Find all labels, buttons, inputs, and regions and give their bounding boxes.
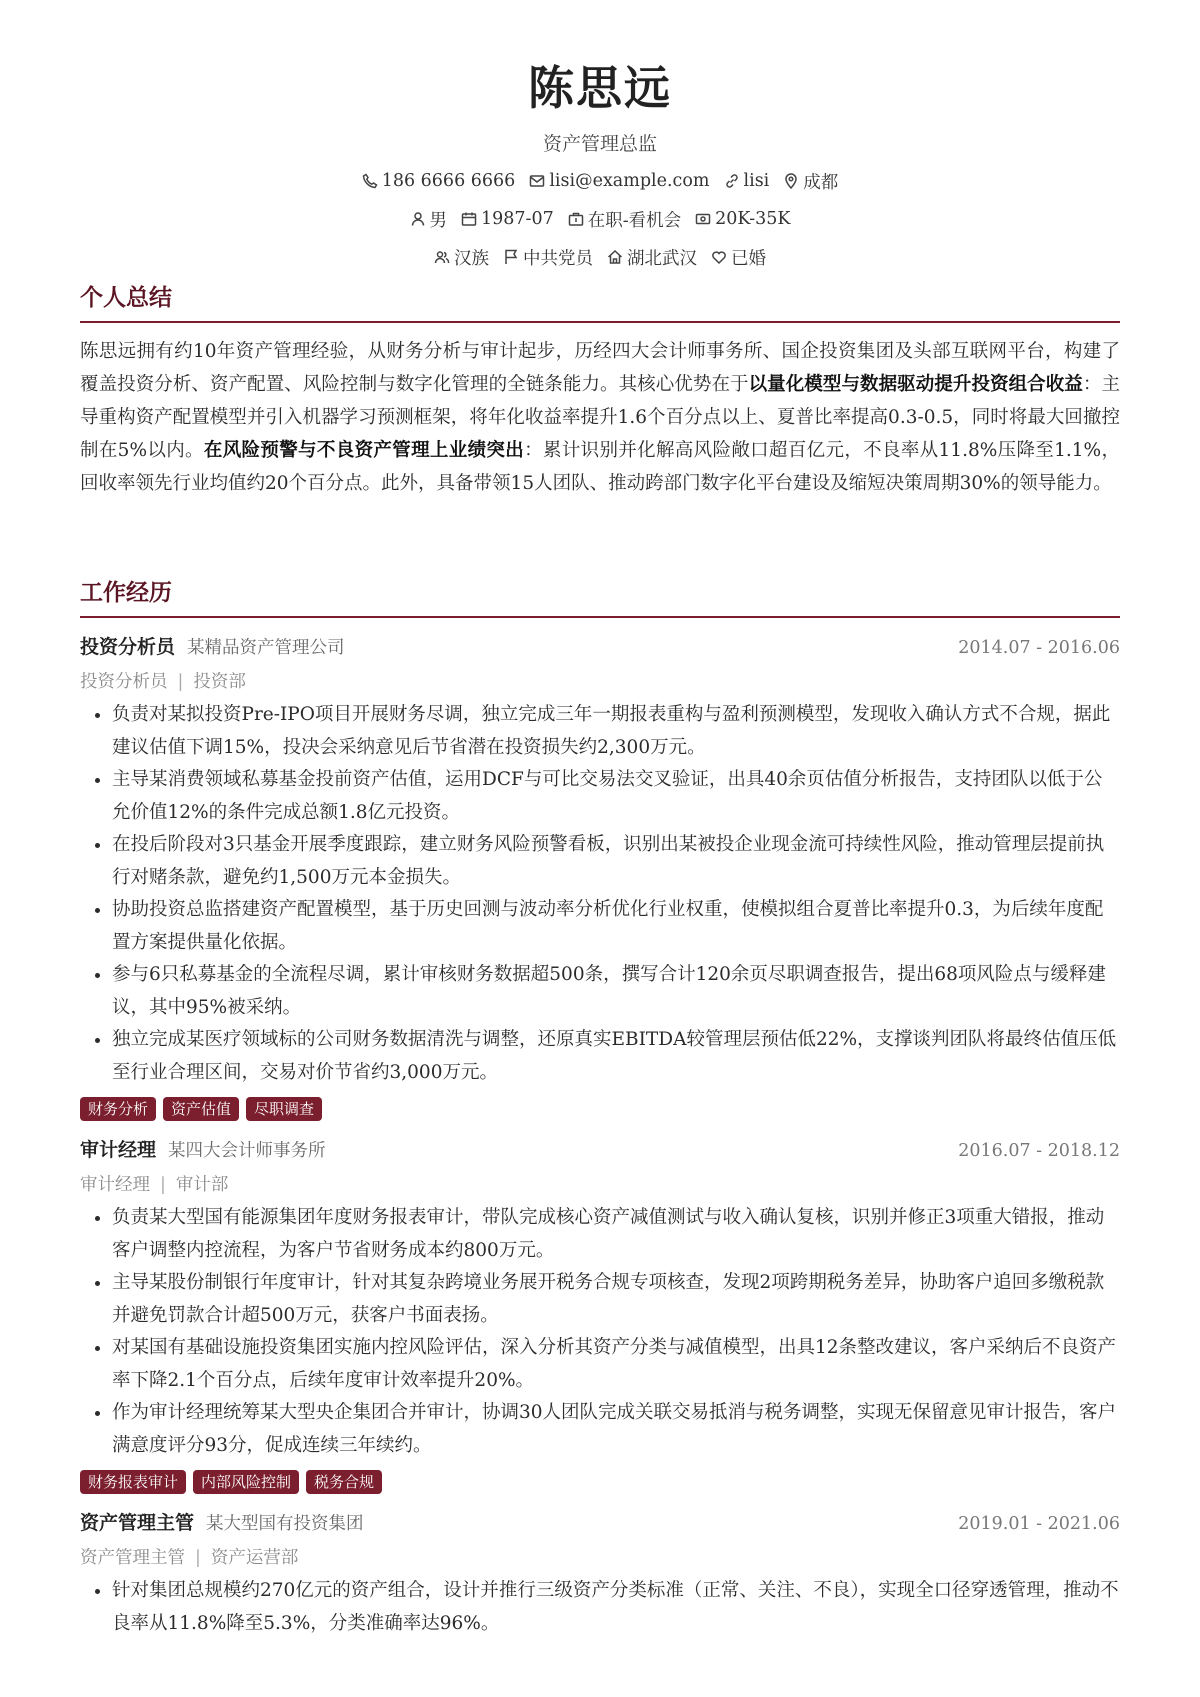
ethnicity-text: 汉族 bbox=[454, 248, 489, 269]
summary-part-1: 陈思远拥有约10年资产管理经验，从财务分析与审计起步，历经四大会计师事务所、国企投资集团及头部互联网平台，构建了覆盖投资分析、资产配置、风险控制与数字化管理的全链条能力。其核心优势在于 bbox=[80, 341, 1120, 395]
summary-highlight-2: 在风险预警与不良资产管理上业绩突出 bbox=[203, 440, 525, 461]
user-icon bbox=[410, 211, 426, 227]
job-position: 投资分析员 bbox=[80, 672, 168, 692]
marital-text: 已婚 bbox=[731, 248, 766, 269]
job-bullet: • 负责对某拟投资Pre-IPO项目开展财务尽调，独立完成三年一期报表重构与盈利预测模型，发现收入确认方式不合规，据此建议估值下调15%，投决会采纳意见后节省潜在投资损失约2,300万元。 bbox=[112, 699, 1120, 764]
job-entry bbox=[80, 632, 1120, 1121]
job-bullets bbox=[80, 1202, 1120, 1462]
candidate-title: 资产管理总监 bbox=[542, 132, 657, 155]
job-subtitle bbox=[80, 1544, 1120, 1569]
experience-heading: 工作经历 bbox=[80, 574, 1120, 618]
summary-section bbox=[80, 279, 1120, 500]
birth-item bbox=[461, 209, 554, 229]
contact-row-3 bbox=[0, 245, 1200, 270]
job-bullet: • 作为审计经理统筹某大型央企集团合并审计，协调30人团队完成关联交易抵消与税务调整，实现无保留意见审计报告，客户满意度评分93分，促成连续三年续约。 bbox=[112, 1397, 1120, 1462]
skill-tag: 财务分析 bbox=[80, 1097, 156, 1121]
link-item[interactable] bbox=[724, 171, 770, 191]
job-bullet: • 负责某大型国有能源集团年度财务报表审计，带队完成核心资产减值测试与收入确认复核，识别并修正3项重大错报，推动客户调整内控流程，为客户节省财务成本约800万元。 bbox=[112, 1202, 1120, 1267]
job-date: 2016.07 - 2018.12 bbox=[958, 1141, 1120, 1161]
salary-text: 20K-35K bbox=[715, 209, 791, 230]
location-item bbox=[783, 169, 838, 194]
email-text: lisi@example.com bbox=[549, 171, 710, 192]
skill-tag: 尽职调查 bbox=[246, 1097, 322, 1121]
hometown-text: 湖北武汉 bbox=[627, 248, 697, 269]
job-position: 资产管理主管 bbox=[80, 1548, 185, 1568]
job-bullet: • 主导某消费领域私募基金投前资产估值，运用DCF与可比交易法交叉验证，出具40余页估值分析报告，支持团队以低于公允价值12%的条件完成总额1.8亿元投资。 bbox=[112, 764, 1120, 829]
summary-text bbox=[80, 335, 1120, 500]
job-bullet: • 参与6只私募基金的全流程尽调，累计审核财务数据超500条，撰写合计120余页尽职调查报告，提出68项风险点与缓释建议，其中95%被采纳。 bbox=[112, 959, 1120, 1024]
job-bullets bbox=[80, 699, 1120, 1089]
skill-tags bbox=[80, 1097, 1120, 1121]
phone-text: 186 6666 6666 bbox=[381, 171, 516, 192]
status-text: 在职-看机会 bbox=[587, 210, 682, 231]
job-header bbox=[80, 632, 1120, 659]
job-title-group bbox=[80, 1508, 364, 1535]
job-bullet: • 协助投资总监搭建资产配置模型，基于历史回测与波动率分析优化行业权重，使模拟组合夏普比率提升0.3，为后续年度配置方案提供量化依据。 bbox=[112, 894, 1120, 959]
skill-tags bbox=[80, 1470, 1120, 1494]
separator: | bbox=[195, 1548, 201, 1568]
job-department: 资产运营部 bbox=[210, 1548, 299, 1568]
link-icon bbox=[724, 173, 740, 189]
birth-text: 1987-07 bbox=[481, 209, 554, 230]
job-company: 某精品资产管理公司 bbox=[187, 638, 345, 658]
skill-tag: 税务合规 bbox=[306, 1470, 382, 1494]
job-company: 某大型国有投资集团 bbox=[206, 1514, 364, 1534]
summary-part-2: ：主导重构资产配置模型并引入机器学习预测框架，将年化收益率提升1.6个百分点以上、夏普比率提高0.3-0.5，同时将最大回撤控制在5%以内。 bbox=[80, 374, 1120, 461]
marital-item bbox=[711, 245, 766, 270]
job-title-group bbox=[80, 1135, 326, 1162]
job-bullet: • 独立完成某医疗领域标的公司财务数据清洗与调整，还原真实EBITDA较管理层预估低22%，支撑谈判团队将最终估值压低至行业合理区间，交易对价节省约3,000万元。 bbox=[112, 1024, 1120, 1089]
job-bullet: • 在投后阶段对3只基金开展季度跟踪，建立财务风险预警看板，识别出某被投企业现金流可持续性风险，推动管理层提前执行对赌条款，避免约1,500万元本金损失。 bbox=[112, 829, 1120, 894]
job-header bbox=[80, 1135, 1120, 1162]
job-bullets bbox=[80, 1575, 1120, 1640]
job-entry bbox=[80, 1508, 1120, 1640]
job-role: 审计经理 bbox=[80, 1139, 157, 1161]
contact-row-1 bbox=[0, 169, 1200, 194]
job-title-group bbox=[80, 632, 345, 659]
separator: | bbox=[177, 672, 184, 692]
job-bullet: • 主导某股份制银行年度审计，针对其复杂跨境业务展开税务合规专项核查，发现2项跨期税务差异，协助客户追回多缴税款并避免罚款合计超500万元，获客户书面表扬。 bbox=[112, 1267, 1120, 1332]
gender-item bbox=[410, 207, 448, 232]
party-text: 中共党员 bbox=[523, 248, 593, 269]
salary-item bbox=[695, 209, 790, 229]
job-role: 资产管理主管 bbox=[80, 1512, 195, 1534]
job-role: 投资分析员 bbox=[80, 636, 176, 658]
group-icon bbox=[434, 249, 450, 265]
skill-tag: 内部风险控制 bbox=[193, 1470, 299, 1494]
job-date: 2014.07 - 2016.06 bbox=[958, 638, 1120, 658]
location-icon bbox=[783, 173, 799, 189]
hometown-item bbox=[607, 245, 697, 270]
flag-icon bbox=[503, 249, 519, 265]
job-company: 某四大会计师事务所 bbox=[168, 1141, 326, 1161]
separator: | bbox=[160, 1175, 166, 1195]
job-position: 审计经理 bbox=[80, 1175, 150, 1195]
summary-heading: 个人总结 bbox=[80, 279, 1120, 323]
money-icon bbox=[695, 211, 711, 227]
briefcase-icon bbox=[568, 211, 584, 227]
job-bullet: • 对某国有基础设施投资集团实施内控风险评估，深入分析其资产分类与减值模型，出具12条整改建议，客户采纳后不良资产率下降2.1个百分点，后续年度审计效率提升20%。 bbox=[112, 1332, 1120, 1397]
ethnicity-item bbox=[434, 245, 489, 270]
mail-icon bbox=[529, 173, 545, 189]
contact-row-2 bbox=[0, 207, 1200, 232]
skill-tag: 资产估值 bbox=[163, 1097, 239, 1121]
job-bullet: • 针对集团总规模约270亿元的资产组合，设计并推行三级资产分类标准（正常、关注、不良），实现全口径穿透管理，推动不良率从11.8%降至5.3%，分类准确率达96%。 bbox=[112, 1575, 1120, 1640]
calendar-icon bbox=[461, 211, 477, 227]
job-entry bbox=[80, 1135, 1120, 1494]
candidate-name: 陈思远 bbox=[528, 61, 672, 115]
job-subtitle bbox=[80, 1171, 1120, 1196]
job-list bbox=[80, 632, 1120, 1640]
job-department: 审计部 bbox=[175, 1175, 229, 1195]
status-item bbox=[568, 207, 681, 232]
resume-header bbox=[0, 0, 1200, 270]
job-subtitle bbox=[80, 668, 1120, 693]
party-item bbox=[503, 245, 593, 270]
job-date: 2019.01 - 2021.06 bbox=[958, 1514, 1120, 1534]
experience-section bbox=[80, 574, 1120, 1640]
home-icon bbox=[607, 249, 623, 265]
email-item[interactable] bbox=[529, 171, 709, 191]
summary-part-3: ：累计识别并化解高风险敞口超百亿元，不良率从11.8%压降至1.1%，回收率领先行业均值约20个百分点。此外，具备带领15人团队、推动跨部门数字化平台建设及缩短决策周期30%的领导能力。 bbox=[80, 440, 1120, 494]
skill-tag: 财务报表审计 bbox=[80, 1470, 186, 1494]
phone-icon bbox=[362, 173, 378, 189]
link-text: lisi bbox=[743, 171, 770, 192]
gender-text: 男 bbox=[429, 210, 448, 231]
summary-highlight-1: 以量化模型与数据驱动提升投资组合收益 bbox=[748, 374, 1083, 395]
job-department: 投资部 bbox=[193, 672, 246, 692]
phone-item bbox=[362, 171, 516, 191]
heart-icon bbox=[711, 249, 727, 265]
job-header bbox=[80, 1508, 1120, 1535]
location-text: 成都 bbox=[803, 172, 839, 193]
